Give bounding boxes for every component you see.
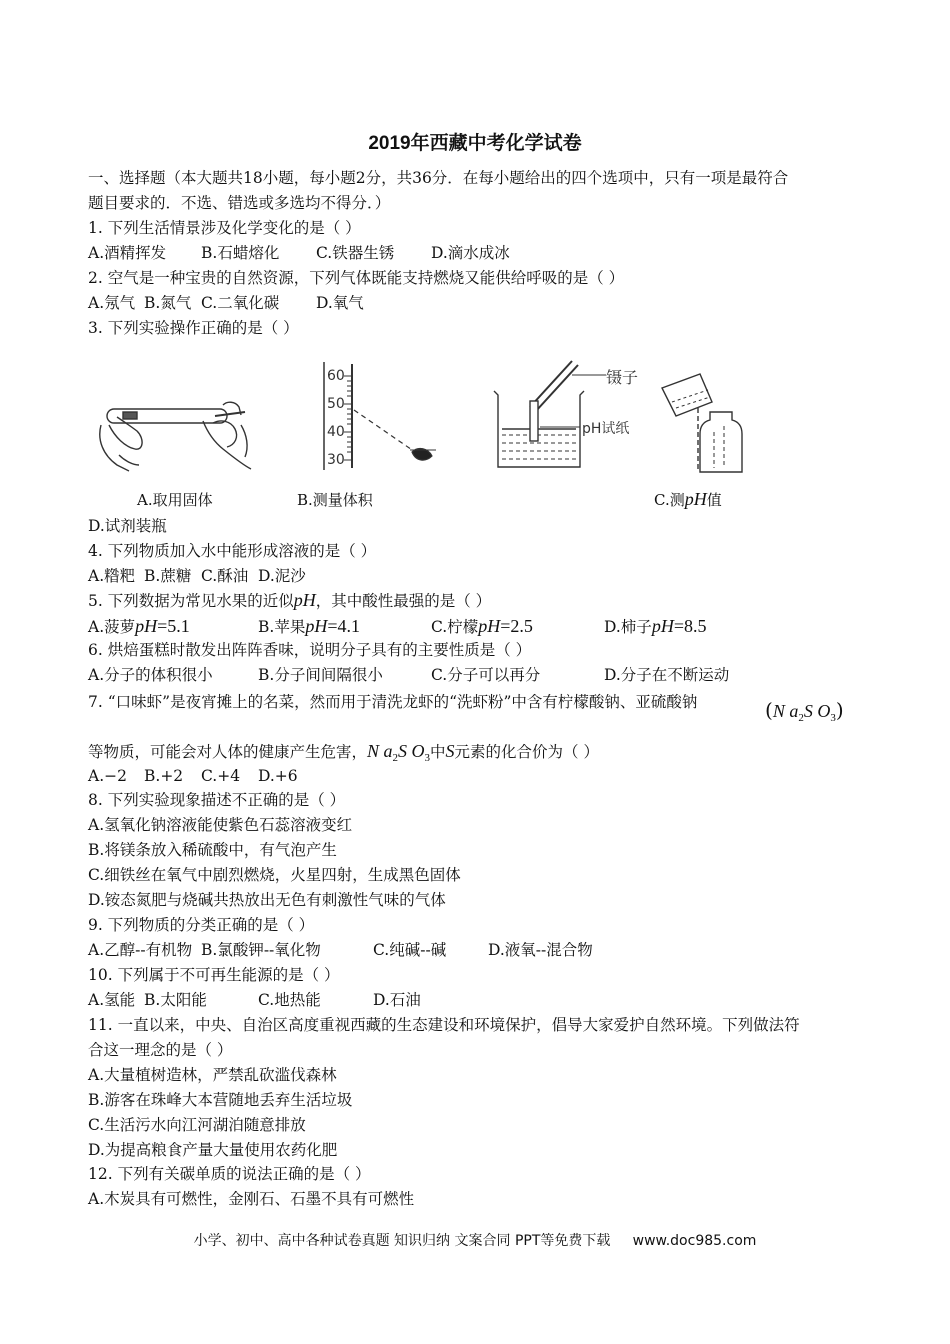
q7-option-b: B.+2 — [144, 767, 184, 785]
q7-options — [88, 766, 298, 786]
hands-test-tube-figure — [95, 395, 255, 475]
section-instructions-line2: 题目要求的．不选、错选或多选均不得分．） — [88, 194, 391, 212]
q3-option-a: A.取用固体 — [137, 491, 213, 509]
q11-option-b: B.游客在珠峰大本营随地丢弃生活垃圾 — [88, 1091, 353, 1109]
q8-option-a: A.氢氧化钠溶液能使紫色石蕊溶液变红 — [88, 816, 353, 834]
q11-option-d: D.为提高粮食产量大量使用农药化肥 — [88, 1141, 338, 1159]
q1-option-d: D.滴水成冰 — [431, 244, 510, 262]
q8-option-c: C.细铁丝在氧气中剧烈燃烧，火星四射，生成黑色固体 — [88, 866, 461, 884]
pouring-beaker — [662, 374, 712, 416]
q12-stem: 12. 下列有关碳单质的说法正确的是（ ） — [88, 1165, 371, 1183]
q7-option-a: A.−2 — [88, 767, 127, 785]
q11-line1: 11. 一直以来，中央、自治区高度重视西藏的生态建设和环境保护，倡导大家爱护自然环境。下列做法符 — [88, 1016, 800, 1034]
q11-option-a: A.大量植树造林，严禁乱砍滥伐森林 — [88, 1066, 337, 1084]
q5-option-d: D.柿子pH=8.5 — [604, 616, 707, 636]
q5-option-b: B.苹果pH=4.1 — [258, 616, 360, 636]
beaker-ph-paper-figure — [488, 355, 648, 475]
cylinder-tick-60: 60 — [327, 368, 345, 384]
q4-option-d: D.泥沙 — [258, 567, 306, 585]
ph-paper-label: pH试纸 — [582, 421, 630, 437]
q5-stem: 5. 下列数据为常见水果的近似pH，其中酸性最强的是（ ） — [88, 590, 492, 610]
q9-option-a: A.乙醇--有机物 — [88, 941, 193, 959]
q1-options — [88, 243, 510, 263]
q4-option-c: C.酥油 — [201, 567, 249, 585]
q9-stem: 9. 下列物质的分类正确的是（ ） — [88, 916, 315, 934]
cylinder-tick-40: 40 — [327, 424, 345, 440]
cylinder-tick-50: 50 — [327, 396, 345, 412]
q10-option-c: C.地热能 — [258, 991, 321, 1009]
q10-option-b: B.太阳能 — [144, 991, 207, 1009]
q9-options — [88, 940, 593, 960]
q3-option-d: D.试剂装瓶 — [88, 517, 167, 535]
q1-option-c: C.铁器生锈 — [316, 244, 395, 262]
q6-option-c: C.分子可以再分 — [431, 666, 541, 684]
q3-option-c: C.测pH值 — [654, 489, 722, 509]
q2-option-a: A.氖气 — [88, 294, 136, 312]
q3-option-b: B.测量体积 — [297, 491, 373, 509]
q2-stem: 2. 空气是一种宝贵的自然资源，下列气体既能支持燃烧又能供给呼吸的是（ ） — [88, 269, 625, 287]
q4-options — [88, 566, 306, 586]
q6-option-b: B.分子间间隔很小 — [258, 666, 383, 684]
q4-option-a: A.糌粑 — [88, 567, 136, 585]
page-title: 2019年西藏中考化学试卷 — [368, 133, 582, 154]
reagent-bottle — [700, 412, 742, 472]
q5-option-a: A.菠萝pH=5.1 — [88, 616, 190, 636]
q8-stem: 8. 下列实验现象描述不正确的是（ ） — [88, 791, 346, 809]
q7-line1: 7. “口味虾”是夜宵摊上的名菜，然而用于清洗龙虾的“洗虾粉”中含有柠檬酸钠、亚硫酸钠 — [88, 693, 698, 711]
q2-option-c: C.二氧化碳 — [201, 294, 280, 312]
q9-option-b: B.氯酸钾--氧化物 — [201, 941, 321, 959]
q7-option-c: C.+4 — [201, 767, 241, 785]
q6-option-d: D.分子在不断运动 — [604, 666, 730, 684]
q6-stem: 6. 烘焙蛋糕时散发出阵阵香味，说明分子具有的主要性质是（ ） — [88, 641, 532, 659]
cylinder-tick-30: 30 — [327, 452, 345, 468]
q5-options — [88, 616, 707, 637]
q11-option-c: C.生活污水向江河湖泊随意排放 — [88, 1116, 306, 1134]
q2-option-b: B.氮气 — [144, 294, 192, 312]
q10-option-a: A.氢能 — [88, 991, 136, 1009]
q9-option-d: D.液氧--混合物 — [488, 941, 593, 959]
q10-option-d: D.石油 — [373, 991, 421, 1009]
q7-line2: 等物质，可能会对人体的健康产生危害，N $a_2S$ $O_3$中S元素的化合价为（ ） — [88, 741, 599, 765]
footer-text: 小学、初中、高中各种试卷真题 知识归纳 文案合同 PPT等免费下载 — [193, 1233, 611, 1249]
q3-stem: 3. 下列实验操作正确的是（ ） — [88, 319, 299, 337]
q12-option-a: A.木炭具有可燃性，金刚石、石墨不具有可燃性 — [88, 1190, 415, 1208]
q10-options — [88, 990, 421, 1010]
footer-link[interactable]: www.doc985.com — [632, 1233, 757, 1249]
q5-option-c: C.柠檬pH=2.5 — [431, 616, 533, 636]
q7-formula: (N $a_2S$ $O_3$) — [765, 698, 844, 725]
q2-option-d: D.氧气 — [316, 294, 364, 312]
q11-line2: 合这一理念的是（ ） — [88, 1041, 233, 1059]
tweezers-label: 镊子 — [606, 368, 639, 387]
page-footer — [0, 1230, 950, 1250]
q4-stem: 4. 下列物质加入水中能形成溶液的是（ ） — [88, 542, 377, 560]
q8-option-d: D.铵态氮肥与烧碱共热放出无色有刺激性气味的气体 — [88, 891, 446, 909]
q8-option-b: B.将镁条放入稀硫酸中，有气泡产生 — [88, 841, 337, 859]
q1-option-b: B.石蜡熔化 — [201, 244, 280, 262]
q1-stem: 1. 下列生活情景涉及化学变化的是（ ） — [88, 219, 361, 237]
q1-option-a: A.酒精挥发 — [88, 244, 167, 262]
measuring-cylinder-figure — [320, 360, 450, 475]
sight-line — [354, 410, 418, 454]
tweezers — [530, 361, 572, 407]
q2-options — [88, 293, 364, 313]
q4-option-b: B.蔗糖 — [144, 567, 192, 585]
q9-option-c: C.纯碱--碱 — [373, 941, 447, 959]
q10-stem: 10. 下列属于不可再生能源的是（ ） — [88, 966, 340, 984]
pouring-bottle-figure — [658, 372, 748, 477]
section-instructions-line1: 一、选择题（本大题共18小题，每小题2分，共36分．在每小题给出的四个选项中，只有一项是最符合 — [88, 169, 789, 187]
q6-options — [88, 665, 730, 685]
q6-option-a: A.分子的体积很小 — [88, 666, 213, 684]
q7-option-d: D.+6 — [258, 767, 298, 785]
